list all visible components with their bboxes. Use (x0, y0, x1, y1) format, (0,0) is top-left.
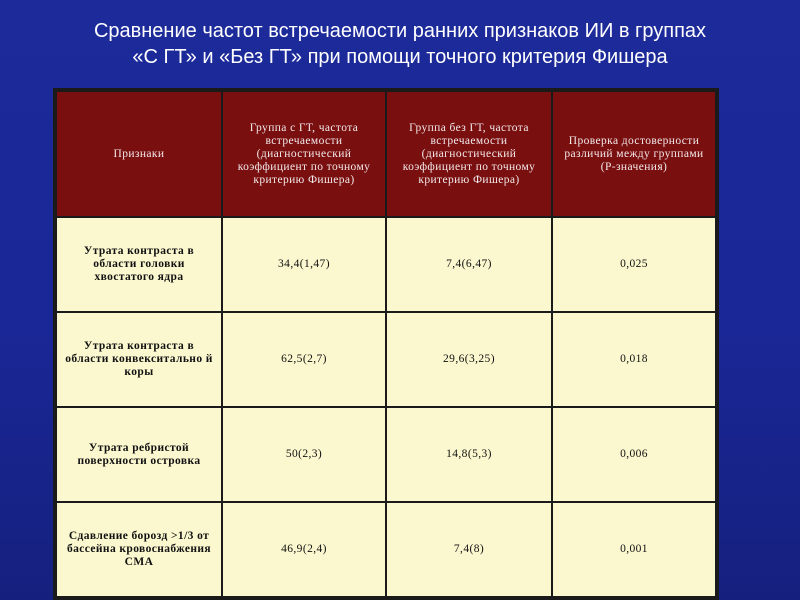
table-header-row (56, 91, 716, 217)
title-line-1: Сравнение частот встречаемости ранних признаков ИИ в группах (93, 20, 707, 42)
title-line-2: «С ГТ» и «Без ГТ» при помощи точного критерия Фишера (132, 46, 668, 68)
row-p-value: 0,001 (552, 502, 716, 597)
table-row (56, 217, 716, 312)
slide-title (20, 18, 780, 70)
row-sign: Утрата контраста в области головки хвостатого ядра (56, 217, 222, 312)
comparison-table (53, 88, 719, 600)
row-p-value: 0,018 (552, 312, 716, 407)
header-signs: Признаки (56, 91, 222, 217)
header-group-with-gt: Группа с ГТ, частота встречаемости (диагностический коэффициент по точному критерию Фишера) (222, 91, 386, 217)
row-value-without-gt: 7,4(8) (386, 502, 552, 597)
header-group-without-gt: Группа без ГТ, частота встречаемости (диагностический коэффициент по точному критерию Фишера) (386, 91, 552, 217)
row-value-without-gt: 29,6(3,25) (386, 312, 552, 407)
table-row (56, 407, 716, 502)
table-row (56, 502, 716, 597)
row-value-without-gt: 14,8(5,3) (386, 407, 552, 502)
row-value-with-gt: 34,4(1,47) (222, 217, 386, 312)
row-value-without-gt: 7,4(6,47) (386, 217, 552, 312)
row-sign: Утрата ребристой поверхности островка (56, 407, 222, 502)
row-value-with-gt: 62,5(2,7) (222, 312, 386, 407)
row-value-with-gt: 46,9(2,4) (222, 502, 386, 597)
row-value-with-gt: 50(2,3) (222, 407, 386, 502)
row-sign: Утрата контраста в области конвекситально й коры (56, 312, 222, 407)
header-p-values: Проверка достоверности различий между группами (Р-значения) (552, 91, 716, 217)
row-p-value: 0,025 (552, 217, 716, 312)
table-row (56, 312, 716, 407)
row-sign: Сдавление борозд >1/3 от бассейна кровоснабжения СМА (56, 502, 222, 597)
row-p-value: 0,006 (552, 407, 716, 502)
